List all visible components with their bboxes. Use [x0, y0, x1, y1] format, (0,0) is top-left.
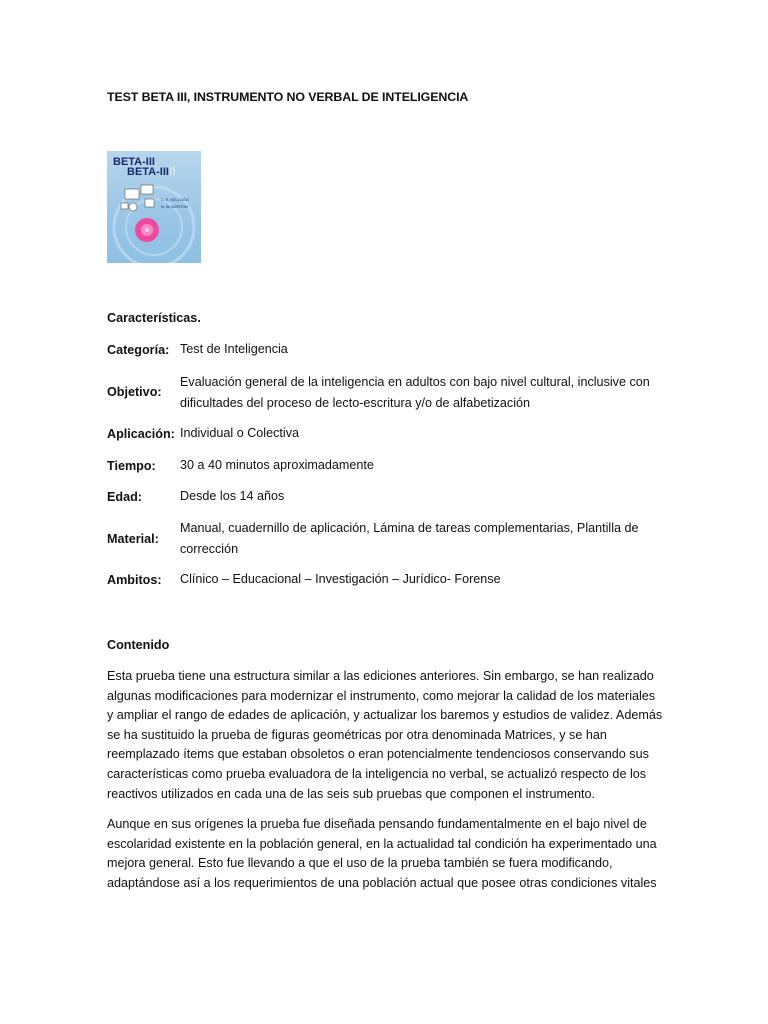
row-label-ambitos: Ambitos:	[107, 573, 162, 587]
row-value-objetivo: Evaluación general de la inteligencia en adultos con bajo nivel cultural, inclusive con dificultades del proceso de lecto-escritura y/o de alfabetización	[180, 375, 650, 410]
cover-author-2: N. W. MORTON	[161, 205, 189, 209]
row-value-tiempo: 30 a 40 minutos aproximadamente	[180, 458, 374, 472]
row-value-aplicacion: Individual o Colectiva	[180, 426, 300, 440]
book-cover-image	[107, 151, 201, 263]
row-label-categoria: Categoría:	[107, 343, 170, 357]
row-value-ambitos: Clínico – Educacional – Investigación – Jurídico- Forense	[180, 572, 501, 586]
document-title: TEST BETA III, INSTRUMENTO NO VERBAL DE INTELIGENCIA	[107, 90, 469, 104]
row-label-edad: Edad:	[107, 490, 142, 504]
cover-title-1: BETA-III	[113, 156, 155, 168]
row-label-tiempo: Tiempo:	[107, 459, 156, 473]
paragraph-2: Aunque en sus orígenes la prueba fue diseñada pensando fundamentalmente en el bajo nivel de escolaridad existente en la población general, en la actualidad tal condición ha experimentado una mejora general. Esto fue llevando a que el uso de la prueba también se fuera modificando, adaptándose así a los requerimientos de una población actual que posee otras condiciones vitales	[107, 817, 657, 890]
characteristics-heading: Características.	[107, 311, 201, 325]
row-value-material: Manual, cuadernillo de aplicación, Lámina de tareas complementarias, Plantilla de corrección	[180, 521, 639, 556]
svg-text:II: II	[169, 164, 176, 178]
row-value-edad: Desde los 14 años	[180, 489, 285, 503]
cover-author-1: C. E. KELLOGG	[161, 198, 189, 202]
content-heading: Contenido	[107, 638, 170, 652]
row-label-aplicacion: Aplicación:	[107, 427, 175, 441]
row-label-objetivo: Objetivo:	[107, 385, 162, 399]
cover-title-2: BETA-III	[127, 166, 169, 178]
paragraph-1: Esta prueba tiene una estructura similar a las ediciones anteriores. Sin embargo, se han realizado algunas modificaciones para modernizar el instrumento, como mejorar la calidad de los materiales y ampliar el rango de edades de aplicación, y actualizar los baremos y estudios de validez. Además se ha sustituido la prueba de figuras geométricas por otra denominada Matrices, y se han reemplazado ítems que estaban obsoletos o eran potencialmente tendenciosos conservando sus características como prueba evaluadora de la inteligencia no verbal, se actualizó respecto de los reactivos utilizados en cada una de las seis sub pruebas que componen el instrumento.	[107, 669, 663, 801]
row-label-material: Material:	[107, 532, 159, 546]
row-value-categoria: Test de Inteligencia	[180, 342, 288, 356]
